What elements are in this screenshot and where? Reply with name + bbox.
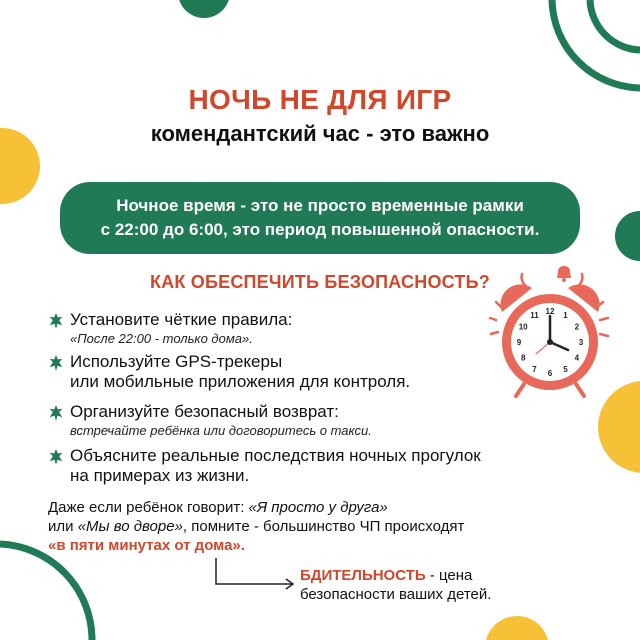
vigilance-word: БДИТЕЛЬНОСТЬ <box>300 567 426 584</box>
tip-main: Организуйте безопасный возврат: <box>70 402 339 421</box>
info-banner <box>60 182 580 254</box>
clock-number: 5 <box>563 364 568 374</box>
clock-number: 10 <box>518 322 528 332</box>
star-bullet-icon <box>48 355 64 371</box>
bell-icon <box>557 266 571 282</box>
note-text: , помните - большинство ЧП происходят <box>182 518 465 535</box>
star-bullet-icon <box>48 449 64 465</box>
clock-number: 4 <box>574 353 580 363</box>
clock-number: 8 <box>520 353 526 363</box>
tip-main-line-2: на примерах из жизни. <box>70 466 250 485</box>
clock-number: 2 <box>574 322 580 332</box>
vigilance-text <box>300 566 600 604</box>
tip-main-line-2: или мобильные приложения для контроля. <box>70 372 411 391</box>
note-quote: «Я просто у друга» <box>248 499 388 516</box>
warning-note <box>48 498 608 555</box>
tip-item <box>48 446 568 486</box>
clock-number: 1 <box>563 311 568 321</box>
green-dot-top <box>176 0 232 20</box>
star-bullet-icon <box>48 313 64 329</box>
note-highlight: «в пяти минутах от дома». <box>48 537 245 554</box>
note-text: или <box>48 518 78 535</box>
alarm-clock-icon <box>488 262 612 402</box>
tip-main: Объясните реальные последствия ночных прогулок <box>70 446 481 465</box>
clock-number: 7 <box>532 364 537 374</box>
note-line-2 <box>48 517 608 536</box>
note-quote: «Мы во дворе» <box>77 518 183 535</box>
arrow-icon <box>210 556 300 592</box>
clock-number: 12 <box>545 307 555 316</box>
tip-main: Установите чёткие правила: <box>70 310 293 329</box>
banner-line-2: с 22:00 до 6:00, это период повышенной опасности. <box>100 220 540 239</box>
page-subtitle: комендантский час - это важно <box>150 121 490 146</box>
tip-main: Используйте GPS-трекеры <box>70 352 283 371</box>
tip-item <box>48 402 498 439</box>
tip-item <box>48 310 498 347</box>
banner-line-1: Ночное время - это не просто временные рамки <box>116 196 524 215</box>
tip-sub: «После 22:00 - только дома». <box>70 331 253 346</box>
green-circle-right <box>608 208 640 264</box>
clock-number: 9 <box>516 338 522 347</box>
clock-number: 6 <box>547 369 553 378</box>
vigilance-line-2: безопасности ваших детей. <box>300 586 492 603</box>
section-title: КАК ОБЕСПЕЧИТЬ БЕЗОПАСНОСТЬ? <box>150 272 490 292</box>
page-title: НОЧЬ НЕ ДЛЯ ИГР <box>188 84 452 115</box>
yellow-circle-bottom <box>484 612 550 640</box>
vigilance-rest: - цена <box>425 567 473 584</box>
star-bullet-icon <box>48 405 64 421</box>
tip-item <box>48 352 498 392</box>
tip-sub: встречайте ребёнка или договоритесь о такси. <box>70 423 372 438</box>
clock-number: 11 <box>530 311 539 321</box>
clock-number: 3 <box>578 338 584 347</box>
note-line-1 <box>48 498 608 517</box>
vigilance-line-1 <box>300 566 600 585</box>
note-text: Даже если ребёнок говорит: <box>48 499 249 516</box>
